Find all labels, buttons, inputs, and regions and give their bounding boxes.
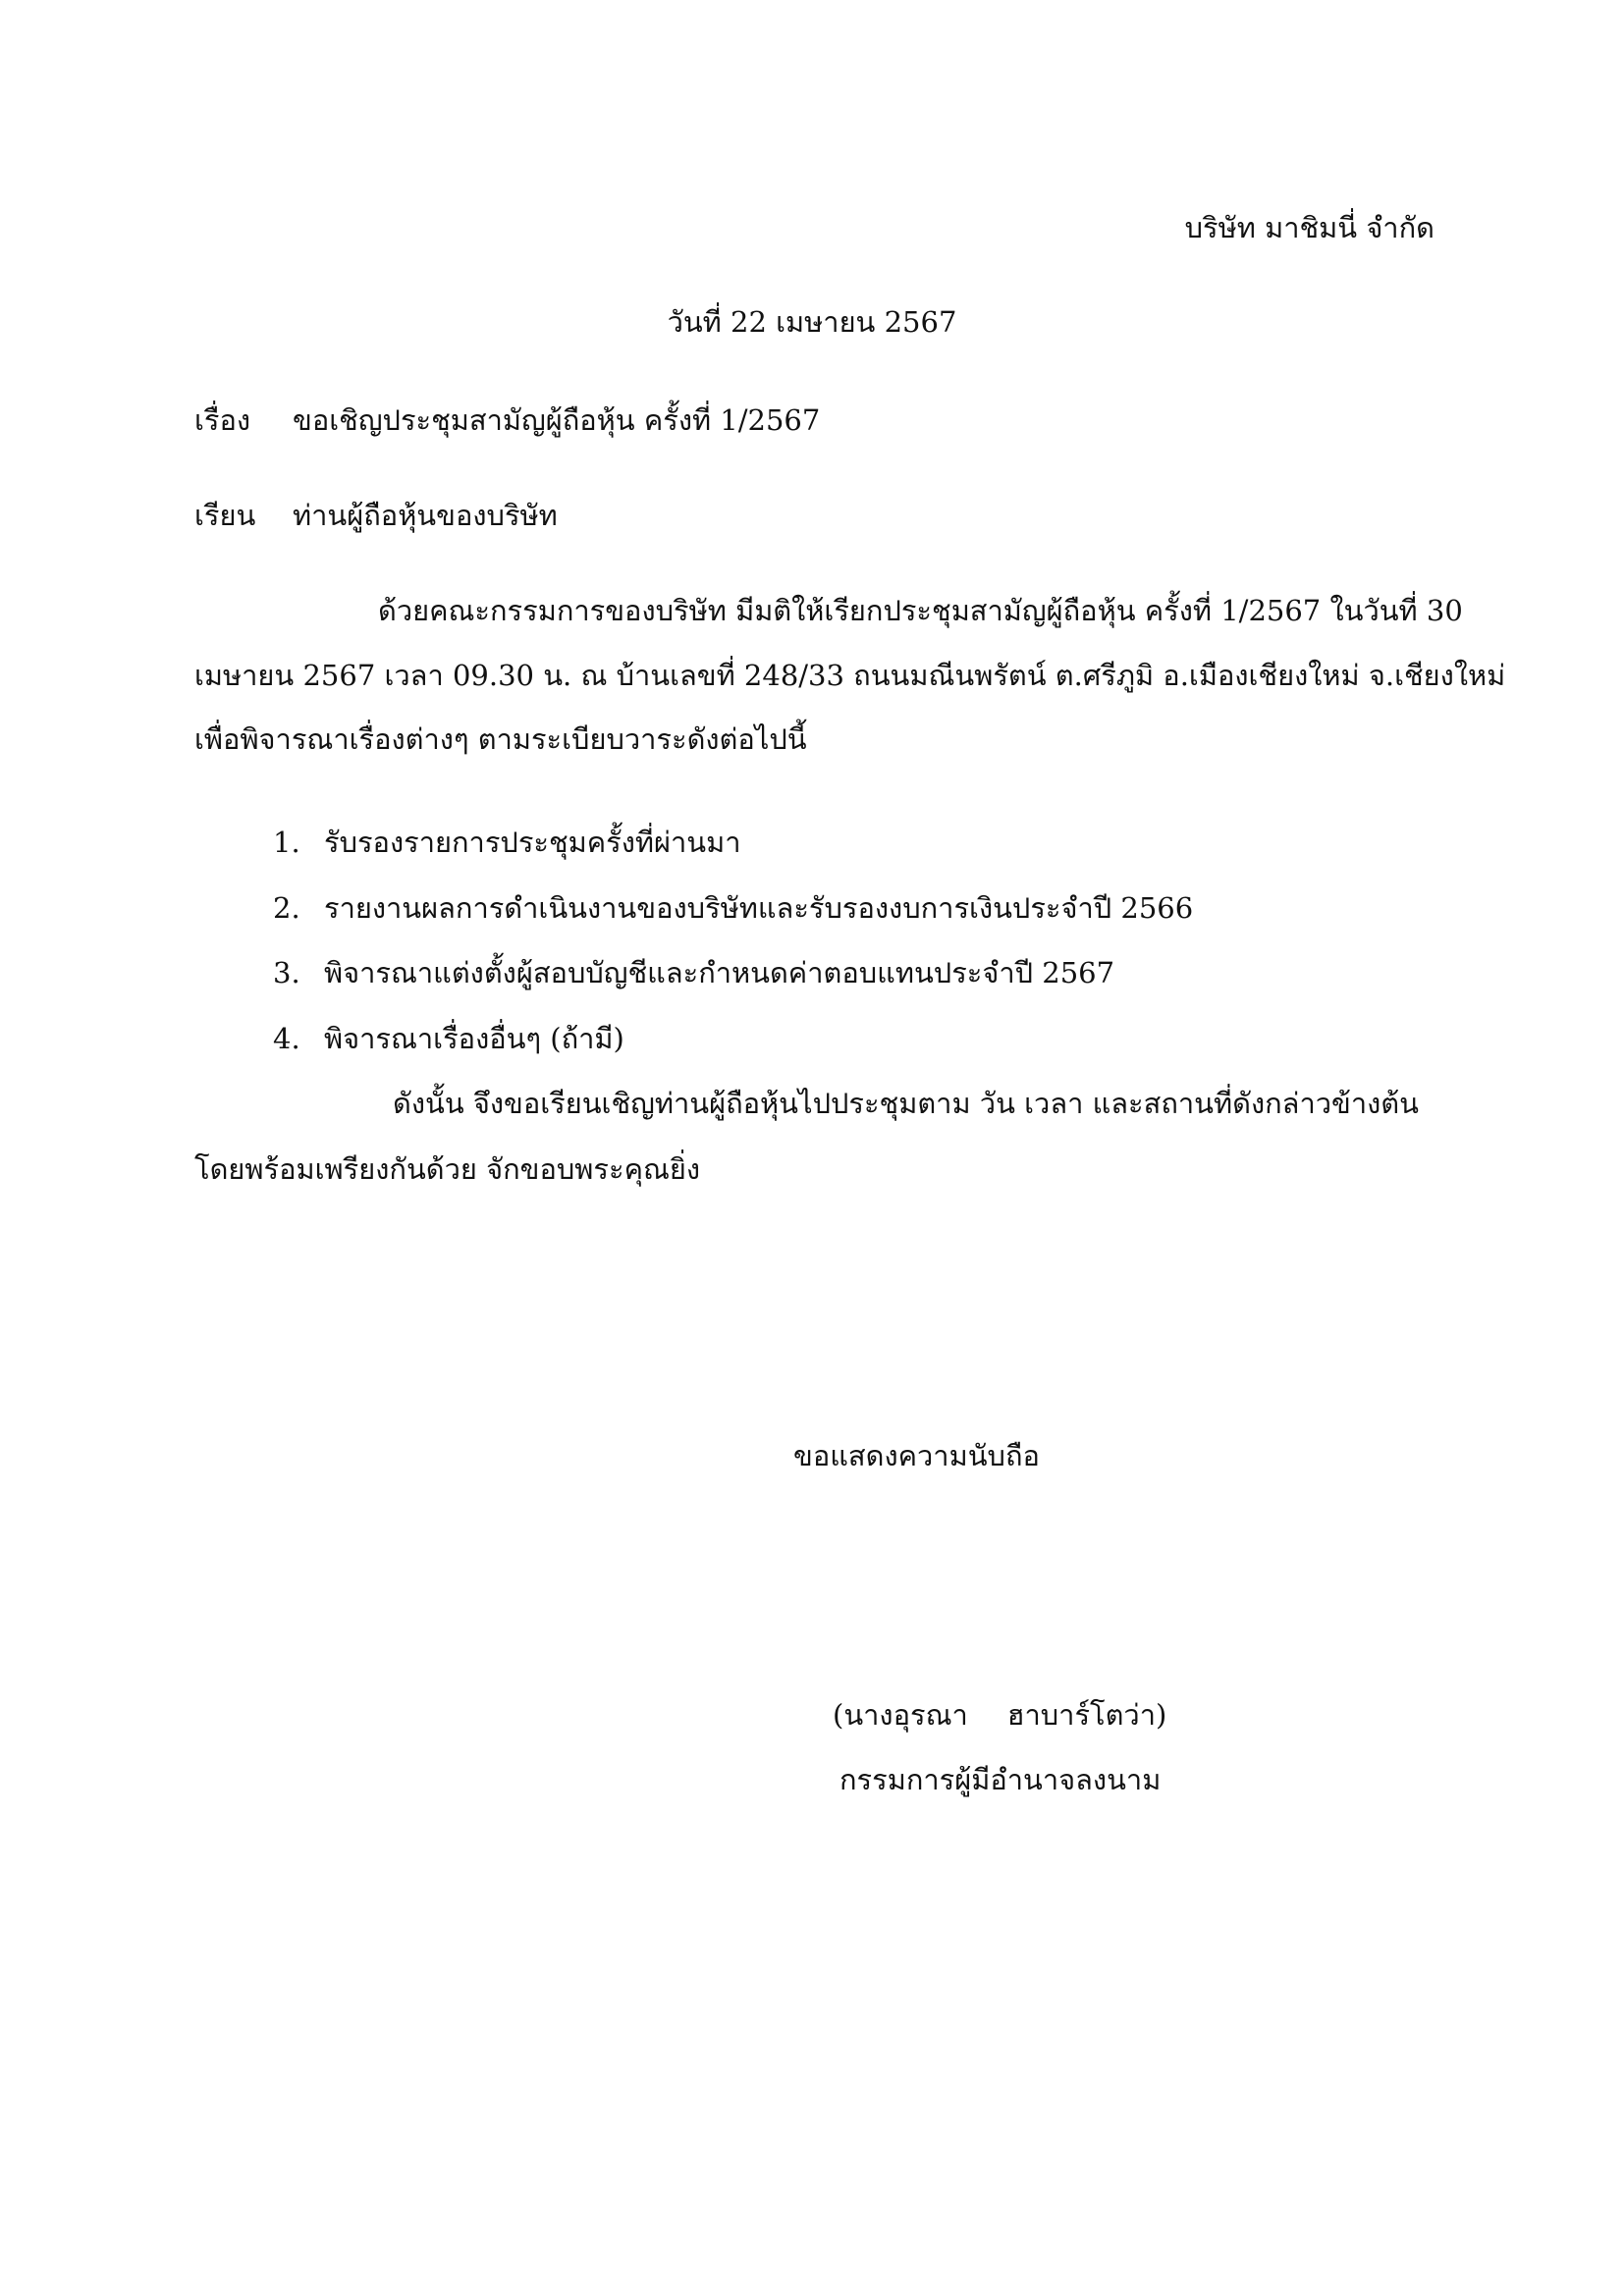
- letter-date: วันที่ 22 เมษายน 2567: [667, 305, 957, 339]
- signatory-name: [833, 1695, 1166, 1735]
- company-name: บริษัท มาชิมนี่ จำกัด: [1184, 211, 1435, 244]
- body-paragraph-line: เพื่อพิจารณาเรื่องต่างๆ ตามระเบียบวาระดังต่อไปนี้: [194, 722, 807, 756]
- agenda-item-number: 2.: [273, 891, 300, 925]
- recipient-text: ท่านผู้ถือหุ้นของบริษัท: [293, 499, 558, 532]
- conclusion-line: ดังนั้น จึงขอเรียนเชิญท่านผู้ถือหุ้นไปประชุมตาม วัน เวลา และสถานที่ดังกล่าวข้างต้น: [393, 1087, 1419, 1120]
- body-paragraph-line: ด้วยคณะกรรมการของบริษัท มีมติให้เรียกประชุมสามัญผู้ถือหุ้น ครั้งที่ 1/2567 ในวันที่ 30: [378, 594, 1463, 627]
- signatory-first-name: (นางอุรณา: [833, 1698, 968, 1732]
- agenda-item-text: รับรองรายการประชุมครั้งที่ผ่านมา: [324, 826, 741, 859]
- conclusion-line: โดยพร้อมเพรียงกันด้วย จักขอบพระคุณยิ่ง: [194, 1152, 701, 1186]
- agenda-item-number: 1.: [273, 826, 300, 859]
- subject-label: เรื่อง: [194, 403, 251, 437]
- recipient-label: เรียน: [194, 499, 256, 532]
- signatory-last-name: ฮาบาร์โตว่า): [1006, 1698, 1167, 1732]
- signatory-title: กรรมการผู้มีอำนาจลงนาม: [839, 1763, 1162, 1796]
- closing-salutation: ขอแสดงความนับถือ: [793, 1439, 1040, 1472]
- agenda-item-text: รายงานผลการดำเนินงานของบริษัทและรับรองงบการเงินประจำปี 2566: [324, 891, 1194, 925]
- agenda-item-number: 4.: [273, 1022, 300, 1055]
- body-paragraph-line: เมษายน 2567 เวลา 09.30 น. ณ บ้านเลขที่ 248/33 ถนนมณีนพรัตน์ ต.ศรีภูมิ อ.เมืองเชียงใหม่ จ.เชียงใหม่: [194, 659, 1506, 692]
- agenda-item-number: 3.: [273, 956, 300, 989]
- subject-text: ขอเชิญประชุมสามัญผู้ถือหุ้น ครั้งที่ 1/2567: [293, 403, 821, 437]
- agenda-item-text: พิจารณาแต่งตั้งผู้สอบบัญชีและกำหนดค่าตอบแทนประจำปี 2567: [324, 956, 1115, 989]
- agenda-item-text: พิจารณาเรื่องอื่นๆ (ถ้ามี): [324, 1022, 624, 1055]
